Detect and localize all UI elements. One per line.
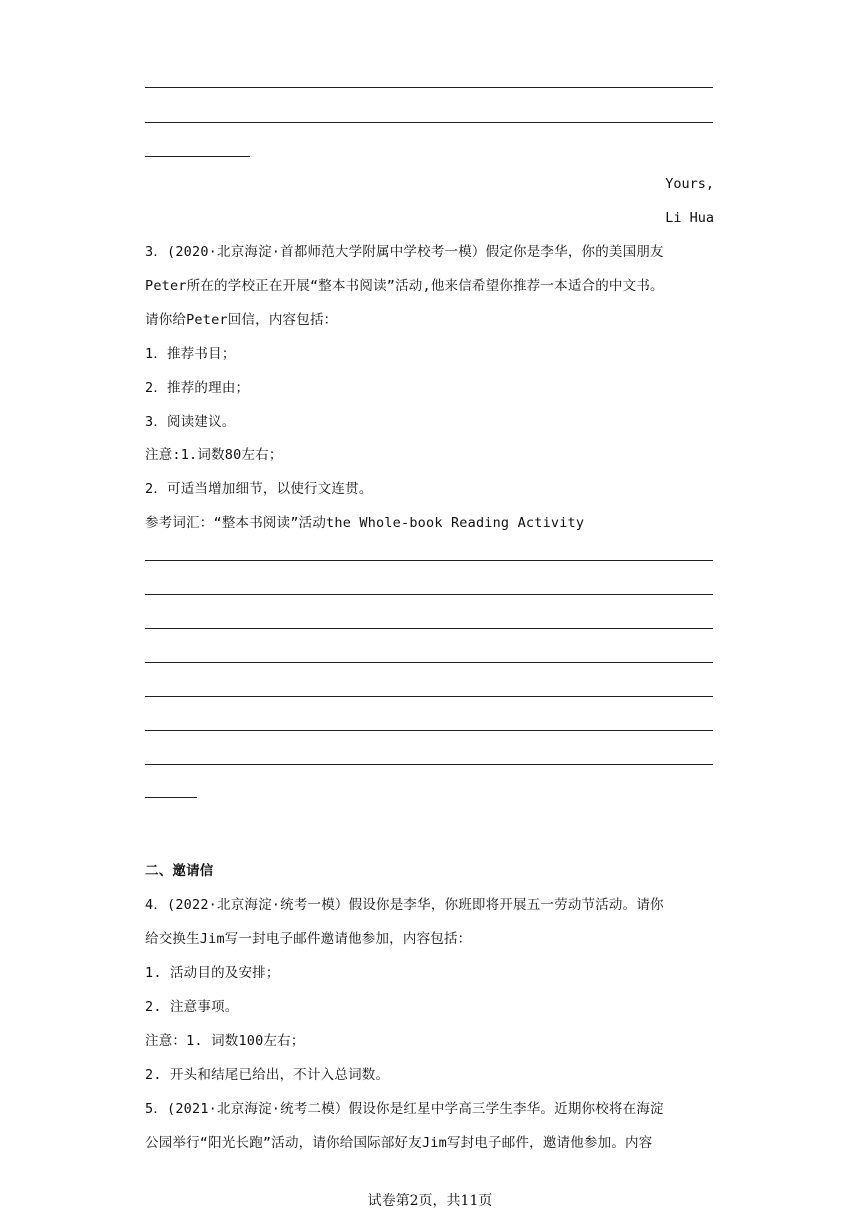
section-heading: 二、邀请信 [145, 863, 214, 879]
answer-line-short [145, 797, 197, 798]
q3-vocab: 参考词汇：“整本书阅读”活动the Whole-book Reading Activity [145, 515, 585, 531]
answer-line [145, 628, 713, 629]
answer-line [145, 662, 713, 663]
q5-line1: 5．(2021·北京海淀·统考二模）假设你是红星中学高三学生李华。近期你校将在海淀 [145, 1101, 664, 1117]
answer-line-short [145, 156, 250, 157]
closing-yours: Yours, [665, 176, 714, 192]
q4-item2: 2. 注意事项。 [145, 999, 239, 1015]
q4-item1: 1. 活动目的及安排； [145, 965, 280, 981]
answer-line [145, 764, 713, 765]
q3-item1: 1．推荐书目； [145, 346, 236, 362]
q4-line2: 给交换生Jim写一封电子邮件邀请他参加，内容包括： [145, 931, 472, 947]
q3-item3: 3．阅读建议。 [145, 414, 236, 430]
q4-line1: 4．(2022·北京海淀·统考一模）假设你是李华，你班即将开展五一劳动节活动。请你 [145, 897, 664, 913]
answer-line [145, 87, 713, 88]
q4-note1: 注意：1. 词数100左右； [145, 1033, 305, 1049]
q3-note2: 2．可适当增加细节，以使行文连贯。 [145, 481, 373, 497]
q3-note1: 注意:1.词数80左右； [145, 447, 283, 463]
q4-note2: 2. 开头和结尾已给出，不计入总词数。 [145, 1067, 390, 1083]
answer-line [145, 594, 713, 595]
answer-line [145, 122, 713, 123]
q3-item2: 2．推荐的理由； [145, 380, 250, 396]
answer-line [145, 696, 713, 697]
page-footer: 试卷第2页，共11页 [367, 1193, 493, 1209]
q3-line1: 3．(2020·北京海淀·首都师范大学附属中学校考一模）假定你是李华，你的美国朋友 [145, 244, 664, 260]
closing-name: Li Hua [665, 210, 714, 226]
q3-line2: Peter所在的学校正在开展“整本书阅读”活动,他来信希望你推荐一本适合的中文书。 [145, 278, 664, 294]
q5-line2: 公园举行“阳光长跑”活动，请你给国际部好友Jim写封电子邮件，邀请他参加。内容 [145, 1135, 653, 1151]
answer-line [145, 560, 713, 561]
q3-line3: 请你给Peter回信，内容包括： [145, 312, 338, 328]
answer-line [145, 730, 713, 731]
